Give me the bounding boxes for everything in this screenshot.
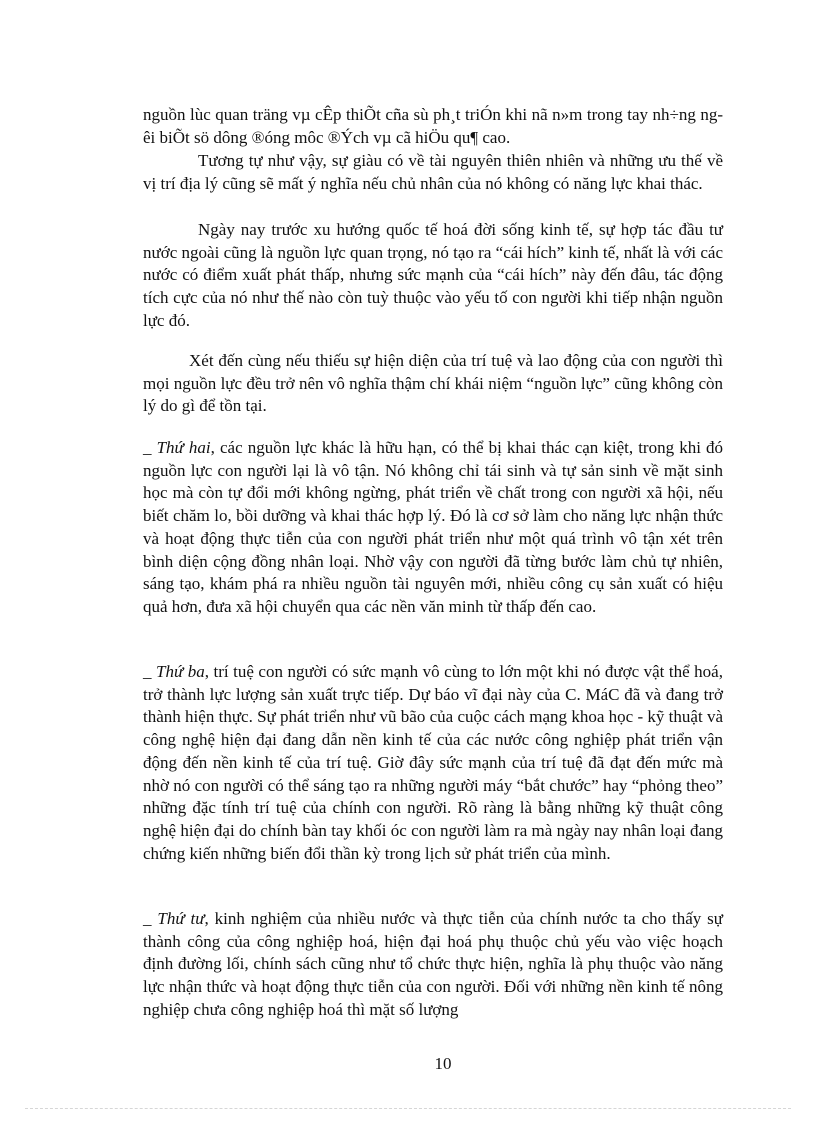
paragraph-1-text: nguồn lùc quan träng vµ cÊp thiÕt cña sù ph¸t triÓn khi nã n»m trong tay nh÷ng ngêi biÕt sö dông ®óng môc ®Ých vµ cã hiÖu qu¶ cao. xyxy=(143,105,723,147)
page-number: 10 xyxy=(434,1054,452,1073)
paragraph-3-text: Ngày nay trước xu hướng quốc tế hoá đời sống kinh tế, sự hợp tác đầu tư nước ngoài cũng là nguồn lực quan trọng, nó tạo ra “cái hích” kinh tế, nhất là với các nước có điểm xuất phát thấp, nhưng sức mạnh của “cái hích” này đến đâu, tác động tích cực của nó như thế nào còn tuỳ thuộc vào yếu tố con người khi tiếp nhận nguồn lực đó. xyxy=(143,220,723,330)
paragraph-2 xyxy=(143,150,723,195)
page-bottom-rule xyxy=(25,1108,791,1109)
paragraph-6-text: , trí tuệ con người có sức mạnh vô cùng to lớn một khi nó được vật thể hoá, trở thành lực lượng sản xuất trực tiếp. Dự báo vĩ đại này của C. MáC đã và đang trở thành hiện thực. Sự phát triển như vũ bão của cuộc cách mạng khoa học - kỹ thuật và công nghệ hiện đại đang dẫn nền kinh tế của các nước công nghiệp phát triển vận động đến nền kinh tế của trí tuệ. Giờ đây sức mạnh của trí tuệ đã đạt đến mức mà nhờ nó con người có thể sáng tạo ra những người máy “bắt chước” hay “phỏng theo” những đặc tính trí tuệ của chính con người. Rõ ràng là bằng những kỹ thuật công nghệ hiện đại do chính bàn tay khối óc con người làm ra mà ngày nay nhân loại đang chứng kiến những biến đổi thần kỳ trong lịch sử phát triển của mình. xyxy=(143,662,723,863)
paragraph-2-text: Tương tự như vậy, sự giàu có về tài nguyên thiên nhiên và những ưu thế về vị trí địa lý cũng sẽ mất ý nghĩa nếu chủ nhân của nó không có năng lực khai thác. xyxy=(143,151,723,193)
paragraph-5-text: , các nguồn lực khác là hữu hạn, có thể bị khai thác cạn kiệt, trong khi đó nguồn lực con người lại là vô tận. Nó không chỉ tái sinh và tự sản sinh về mặt sinh học mà còn tự đổi mới không ngừng, phát triển về chất trong con người xã hội, nếu biết chăm lo, bồi dưỡng và khai thác hợp lý. Đó là cơ sở làm cho năng lực nhận thức và hoạt động thực tiễn của con người phát triển như một quá trình vô tận xét trên bình diện cộng đồng nhân loại. Nhờ vậy con người đã từng bước làm chủ tự nhiên, sáng tạo, khám phá ra nhiều nguồn tài nguyên mới, nhiều công cụ sản xuất có hiệu quả hơn, đưa xã hội chuyển qua các nền văn minh từ thấp đến cao. xyxy=(143,438,724,616)
paragraph-5-lead: _ Thứ hai xyxy=(143,438,211,457)
paragraph-6-lead: _ Thứ ba xyxy=(143,662,205,681)
paragraph-4 xyxy=(143,350,723,418)
paragraph-6 xyxy=(143,661,723,865)
paragraph-1 xyxy=(143,104,723,149)
paragraph-4-text: Xét đến cùng nếu thiếu sự hiện diện của trí tuệ và lao động của con người thì mọi nguồn lực đều trở nên vô nghĩa thậm chí khái niệm “nguồn lực” cũng không còn lý do gì để tồn tại. xyxy=(143,351,723,416)
paragraph-7-text: , kinh nghiệm của nhiều nước và thực tiễn của chính nước ta cho thấy sự thành công của công nghiệp hoá, hiện đại hoá phụ thuộc chủ yếu vào việc hoạch định đường lối, chính sách cũng như tổ chức thực hiện, nghĩa là phụ thuộc vào năng lực nhận thức và hoạt động thực tiễn của con người. Đối với những nền kinh tế nông nghiệp chưa công nghiệp hoá thì mặt số lượng xyxy=(143,909,723,1019)
paragraph-5 xyxy=(143,437,723,619)
paragraph-7-lead: _ Thứ tư xyxy=(143,909,205,928)
paragraph-7 xyxy=(143,908,723,1022)
paragraph-3 xyxy=(143,219,723,333)
